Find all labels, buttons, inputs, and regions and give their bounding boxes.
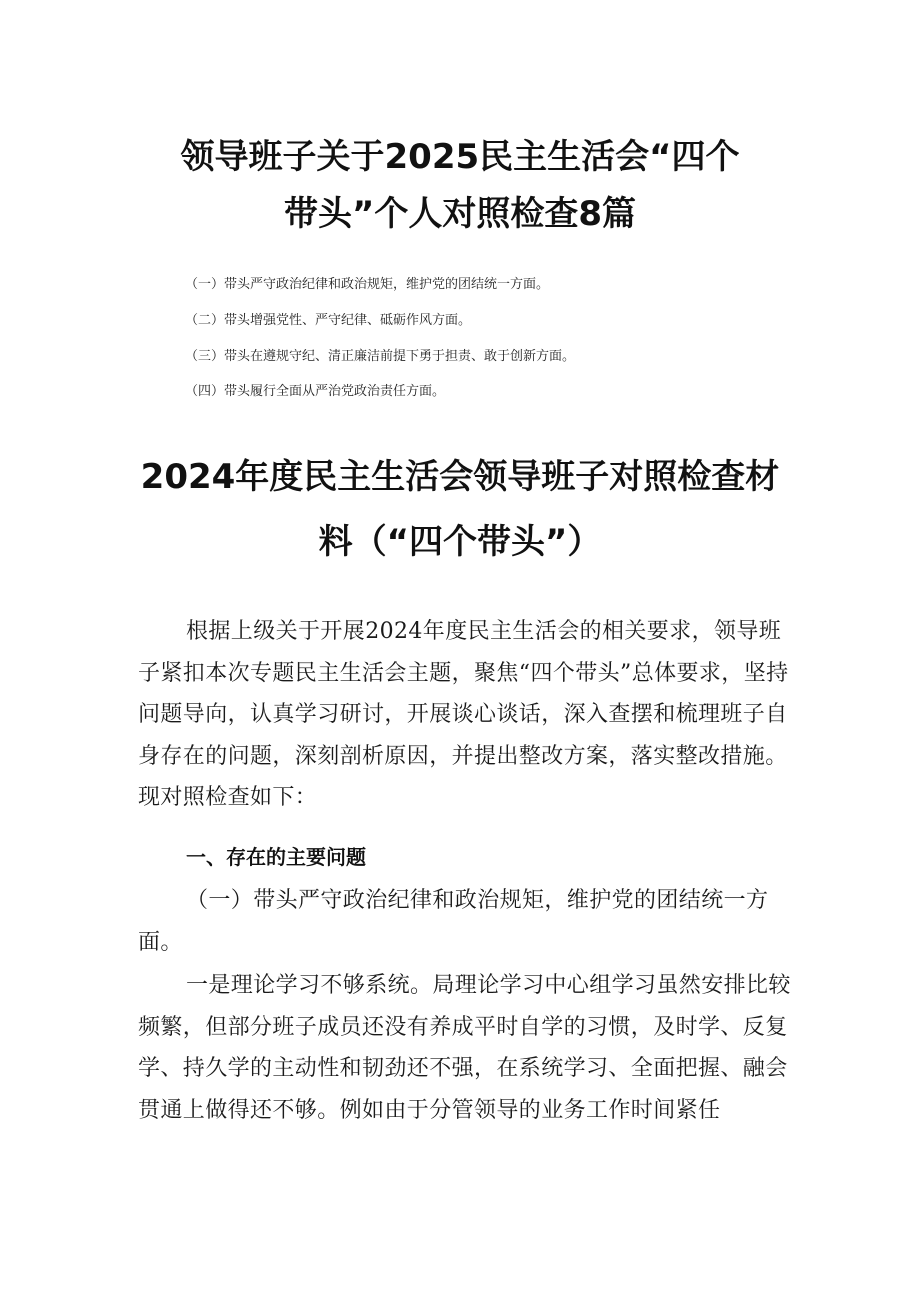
outline-item-3: （三）带头在遵规守纪、清正廉洁前提下勇于担责、敢于创新方面。 (185, 349, 576, 364)
intro-paragraph: 根据上级关于开展2024年度民主生活会的相关要求，领导班子紧扣本次专题民主生活会主题，聚焦“四个带头”总体要求，坚持问题导向，认真学习研讨，开展谈心谈话，深入查摆和梳理班子自身存在的问题，深刻剖析原因，并提出整改方案，落实整改措施。现对照检查如下： (138, 619, 789, 811)
main-title-line-1: 领导班子关于2025民主生活会“四个 (180, 137, 740, 177)
section-heading-problems: 一、存在的主要问题 (186, 845, 366, 869)
section-title-line-1: 2024年度民主生活会领导班子对照检查材 (140, 457, 780, 497)
section-title-line-2: 料（“四个带头”） (318, 522, 602, 562)
subsection-heading-1: （一）带头严守政治纪律和政治规矩，维护党的团结统一方面。 (138, 888, 769, 955)
main-title-line-2: 带头”个人对照检查8篇 (283, 194, 636, 234)
outline-item-2: （二）带头增强党性、严守纪律、砥砺作风方面。 (185, 313, 472, 328)
outline-item-1: （一）带头严守政治纪律和政治规矩，维护党的团结统一方面。 (185, 277, 550, 292)
outline-item-4: （四）带头履行全面从严治党政治责任方面。 (185, 384, 446, 399)
point-paragraph-1: 一是理论学习不够系统。局理论学习中心组学习虽然安排比较频繁，但部分班子成员还没有养成平时自学的习惯，及时学、反复学、持久学的主动性和韧劲还不强，在系统学习、全面把握、融会贯通上做得还不够。例如由于分管领导的业务工作时间紧任 (138, 973, 791, 1123)
